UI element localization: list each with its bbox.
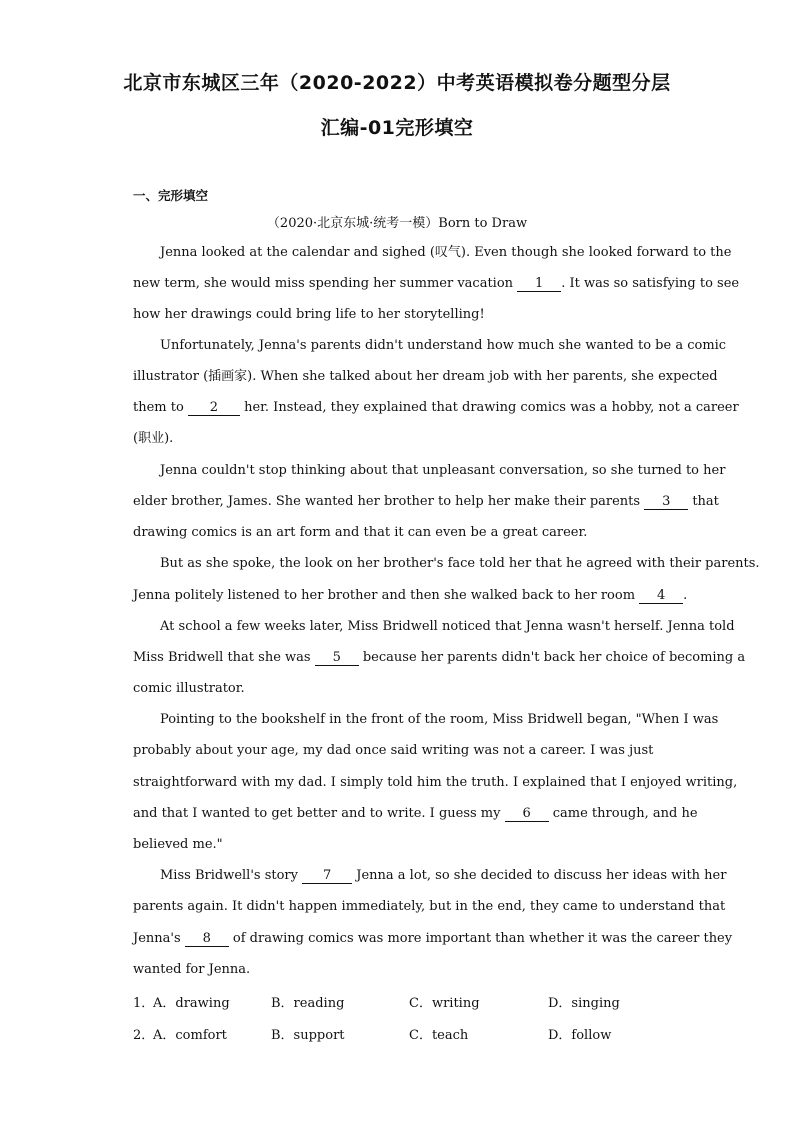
passage-line: Jenna looked at the calendar and sighed (叹气). Even though she looked forward to the [160, 245, 732, 260]
blank-5: 5 [315, 651, 359, 666]
option-d: D．follow [548, 1028, 612, 1043]
passage-line: Pointing to the bookshelf in the front of the room, Miss Bridwell began, "When I was [160, 712, 719, 727]
passage-line: elder brother, James. She wanted her brother to help her make their parents 3 that [133, 494, 719, 509]
passage-subtitle: （2020·北京东城·统考一模）Born to Draw [266, 216, 528, 231]
passage-line: (职业). [133, 431, 174, 446]
option-c: C．writing [409, 996, 480, 1011]
passage-line: At school a few weeks later, Miss Bridwell noticed that Jenna wasn't herself. Jenna told [160, 619, 735, 634]
blank-8: 8 [185, 932, 229, 947]
passage-line: Unfortunately, Jenna's parents didn't understand how much she wanted to be a comic [160, 338, 727, 353]
passage-line: believed me." [133, 837, 223, 852]
option-c: C．teach [409, 1028, 469, 1043]
question-number: 1． [133, 996, 155, 1011]
document-title-line-1: 北京市东城区三年（2020-2022）中考英语模拟卷分题型分层 [123, 72, 671, 94]
option-a: A．comfort [153, 1028, 227, 1043]
passage-line: But as she spoke, the look on her brother's face told her that he agreed with their parents. [160, 556, 760, 571]
passage-line: illustrator (插画家). When she talked about her dream job with her parents, she expected [133, 369, 718, 384]
option-a: A．drawing [153, 996, 230, 1011]
option-b: B．reading [271, 996, 345, 1011]
passage-line: how her drawings could bring life to her storytelling! [133, 307, 485, 322]
question-number: 2． [133, 1028, 155, 1043]
passage-line: probably about your age, my dad once said writing was not a career. I was just [133, 743, 654, 758]
option-d: D．singing [548, 996, 620, 1011]
option-b: B．support [271, 1028, 345, 1043]
document-title-line-2: 汇编-01完形填空 [320, 117, 474, 139]
blank-4: 4 [639, 589, 683, 604]
passage-line: and that I wanted to get better and to write. I guess my 6 came through, and he [133, 806, 698, 821]
passage-line: straightforward with my dad. I simply told him the truth. I explained that I enjoyed writing, [133, 775, 738, 790]
blank-6: 6 [505, 807, 549, 822]
blank-1: 1 [517, 277, 561, 292]
blank-2: 2 [188, 401, 240, 416]
section-heading: 一、完形填空 [133, 188, 209, 203]
passage-line: parents again. It didn't happen immediately, but in the end, they came to understand that [133, 899, 726, 914]
passage-line: new term, she would miss spending her summer vacation 1 . It was so satisfying to see [133, 276, 740, 291]
passage-line: them to 2 her. Instead, they explained that drawing comics was a hobby, not a career [133, 400, 739, 415]
blank-7: 7 [302, 869, 352, 884]
passage-line: Jenna couldn't stop thinking about that unpleasant conversation, so she turned to her [160, 463, 726, 478]
passage-line: comic illustrator. [133, 681, 245, 696]
passage-line: drawing comics is an art form and that it can even be a great career. [133, 525, 588, 540]
passage-line: Miss Bridwell's story 7 Jenna a lot, so she decided to discuss her ideas with her [160, 868, 727, 883]
blank-3: 3 [644, 495, 688, 510]
passage-line: wanted for Jenna. [133, 962, 251, 977]
passage-line: Jenna politely listened to her brother and then she walked back to her room 4 . [133, 588, 688, 603]
passage-line: Miss Bridwell that she was 5 because her parents didn't back her choice of becoming a [133, 650, 746, 665]
passage-line: Jenna's 8 of drawing comics was more important than whether it was the career they [133, 931, 733, 946]
